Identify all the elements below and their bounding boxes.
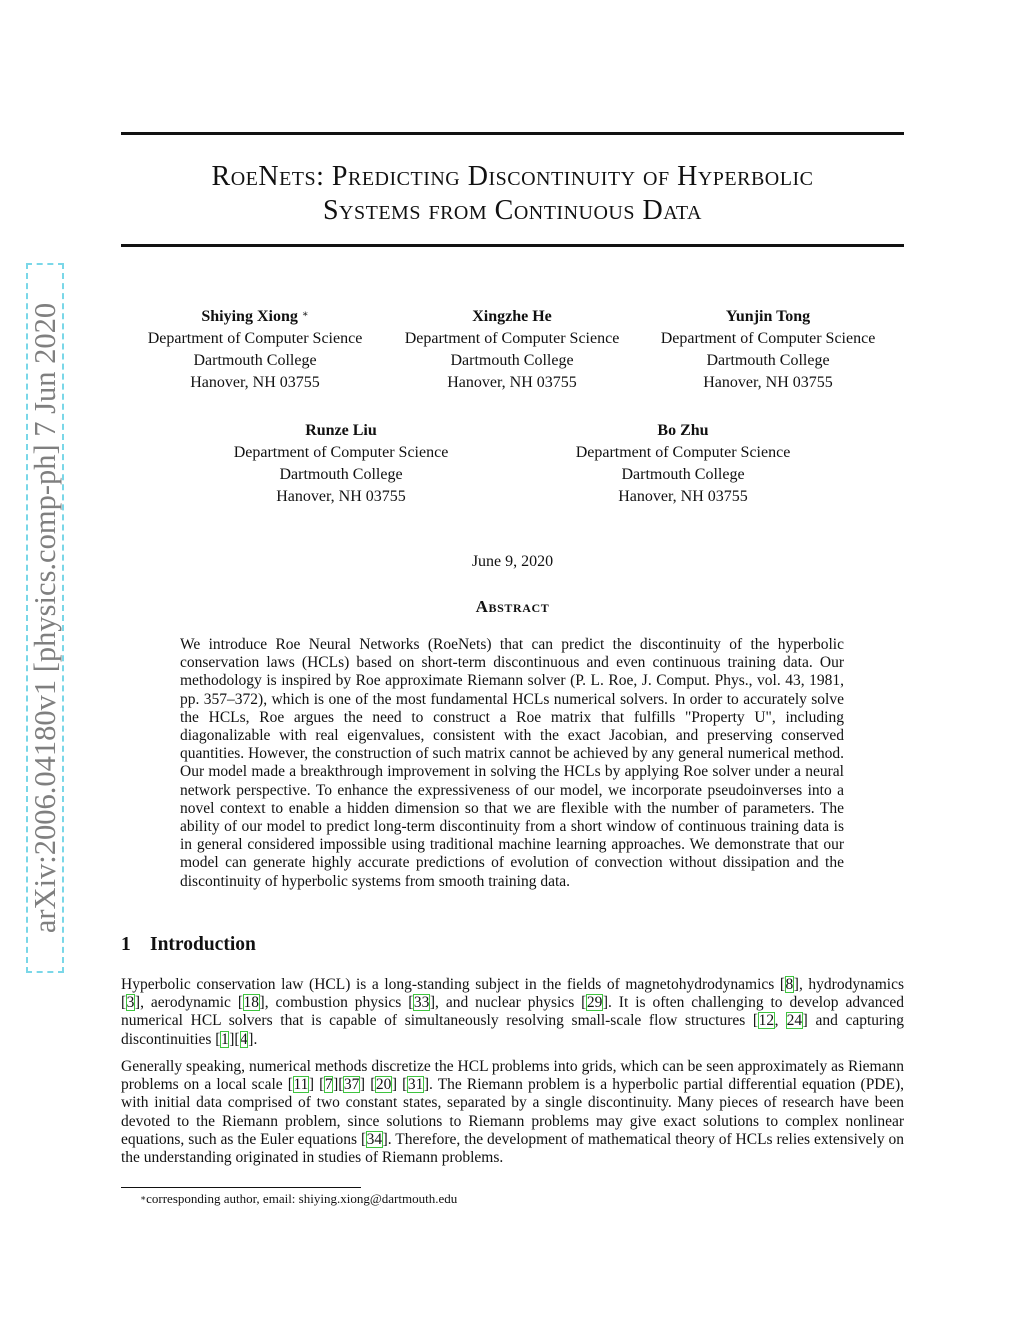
author-block — [135, 306, 375, 394]
citation-link[interactable]: 24 — [786, 1012, 803, 1030]
author-address: Hanover, NH 03755 — [618, 488, 748, 505]
footnote-text: corresponding author, email: shiying.xiong@dartmouth.edu — [146, 1191, 458, 1206]
citation-link[interactable]: 8 — [785, 976, 794, 993]
footnote — [140, 1191, 457, 1207]
section-heading — [121, 934, 256, 956]
author-address: Hanover, NH 03755 — [190, 374, 320, 391]
author-institution: Dartmouth College — [279, 466, 403, 483]
title-bottom-rule — [121, 244, 904, 247]
citation-link[interactable]: 7 — [324, 1076, 333, 1094]
author-department: Department of Computer Science — [575, 444, 791, 461]
footnote-rule — [121, 1187, 361, 1188]
title-line-2: Systems from Continuous Data — [322, 195, 702, 226]
citation-link[interactable]: 18 — [243, 994, 260, 1012]
author-institution: Dartmouth College — [450, 352, 574, 369]
citation-link[interactable]: 20 — [375, 1076, 392, 1094]
title-line-1: RoeNets: Predicting Discontinuity of Hyperbolic — [211, 161, 814, 192]
author-institution: Dartmouth College — [706, 352, 830, 369]
citation-link[interactable]: 11 — [293, 1076, 309, 1094]
section-number: 1 — [121, 934, 131, 955]
author-institution: Dartmouth College — [621, 466, 745, 483]
citation-link[interactable]: 31 — [407, 1076, 424, 1094]
author-block — [392, 306, 632, 394]
author-name: Xingzhe He — [472, 308, 552, 325]
author-block — [221, 420, 461, 508]
citation-link[interactable]: 34 — [366, 1130, 383, 1148]
footnote-mark: ∗ — [140, 1193, 147, 1203]
author-block — [563, 420, 803, 508]
section-title: Introduction — [150, 934, 256, 955]
author-department: Department of Computer Science — [660, 330, 876, 347]
abstract-text: We introduce Roe Neural Networks (RoeNets) that can predict the discontinuity of the hyperbolic conservation laws (HCLs) based on short-term discontinuous and even continuous training data. Our methodology is inspired by Roe approximate Riemann solver (P. L. Roe, J. Comput. Phys., vol. 43, 1981, pp. 357–372), which is one of the most fundamental HCLs numerical solvers. In order to accurately solve the HCLs, Roe argues the need to construct a Roe matrix that fulfills "Property U", including diagonalizable with real eigenvalues, consistent with the exact Jacobian, and preserving conserved quantities. However, the construction of such matrix cannot be achieved by any general numerical method. Our model made a breakthrough improvement in solving the HCLs by applying Roe solver under a neural network perspective. To enhance the expressiveness of our model, we incorporate pseudoinverses into a novel context to enable a hidden dimension so that we are flexible with the number of parameters. The ability of our model to predict long-term discontinuity from a short window of continuous training data is in general considered impossible using traditional machine learning approaches. We demonstrate that our model can generate highly accurate predictions of evolution of convection without dissipation and the discontinuity of hyperbolic systems from smooth training data. — [180, 636, 844, 890]
author-institution: Dartmouth College — [193, 352, 317, 369]
body-paragraph: Generally speaking, numerical methods discretize the HCL problems into grids, which can be seen approximately as Riemann problems on a local scale [11] [7][37] [20] [31]. The Riemann problem is a hyperbolic partial differential equation (PDE), with initial data comprised of two constant states, separated by a single discontinuity. Many pieces of research have been devoted to the Riemann problem, since solutions to Riemann problems may give exact solutions to complex nonlinear equations, such as the Euler equations [34]. Therefore, the development of mathematical theory of HCLs relies extensively on the understanding originated in studies of Riemann problems. — [121, 1058, 905, 1167]
abstract-heading: Abstract — [475, 597, 550, 616]
citation-link[interactable]: 29 — [586, 994, 603, 1012]
citation-link[interactable]: 37 — [343, 1076, 360, 1094]
author-name: Bo Zhu — [657, 422, 709, 439]
author-block — [648, 306, 888, 394]
author-name: Yunjin Tong — [725, 308, 811, 325]
author-address: Hanover, NH 03755 — [447, 374, 577, 391]
citation-link[interactable]: 1 — [220, 1030, 229, 1048]
title-top-rule — [121, 132, 904, 135]
author-department: Department of Computer Science — [147, 330, 363, 347]
citation-link[interactable]: 4 — [240, 1030, 248, 1048]
author-address: Hanover, NH 03755 — [276, 488, 406, 505]
author-department: Department of Computer Science — [404, 330, 620, 347]
author-name: Shiying Xiong ∗ — [201, 308, 309, 325]
citation-link[interactable]: 3 — [126, 994, 135, 1012]
author-department: Department of Computer Science — [233, 444, 449, 461]
arxiv-identifier-stamp[interactable]: arXiv:2006.04180v1 [physics.comp-ph] 7 Jun 2020 — [26, 263, 64, 973]
author-address: Hanover, NH 03755 — [703, 374, 833, 391]
body-paragraph: Hyperbolic conservation law (HCL) is a long-standing subject in the fields of magnetohydrodynamics [8], hydrodynamics [3], aerodynamic [18], combustion physics [33], and nuclear physics [29]. It is often challenging to develop advanced numerical HCL solvers that is capable of simultaneously resolving small-scale flow structures [12, 24] and capturing discontinuities [1][4]. — [121, 976, 905, 1048]
publication-date: June 9, 2020 — [471, 553, 554, 570]
author-name: Runze Liu — [305, 422, 377, 439]
citation-link[interactable]: 33 — [413, 994, 430, 1012]
footnote-mark[interactable]: ∗ — [301, 309, 309, 320]
citation-link[interactable]: 12 — [758, 1012, 775, 1030]
paper-title — [121, 160, 904, 228]
